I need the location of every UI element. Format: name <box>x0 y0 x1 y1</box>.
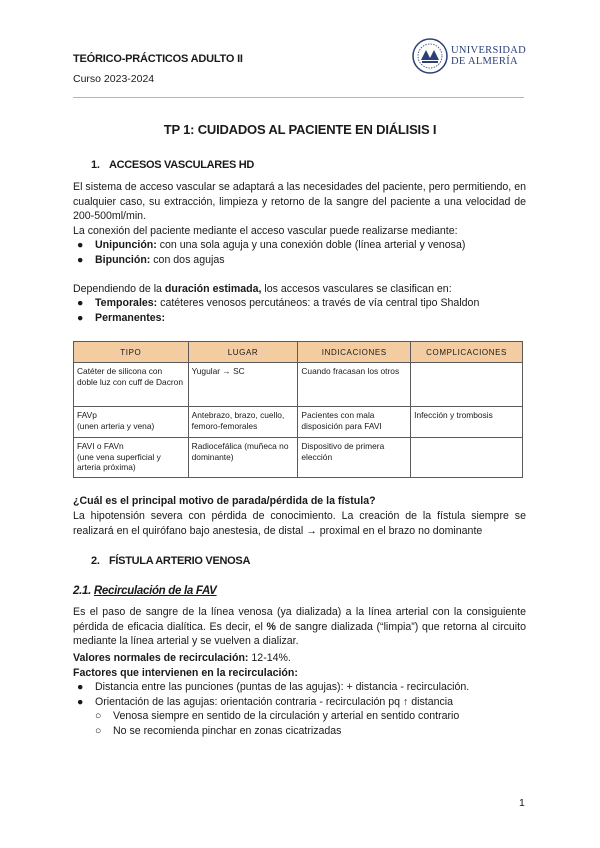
list-item: ● Bipunción: con dos agujas <box>77 253 225 266</box>
list-item: ● Orientación de las agujas: orientación contraria - recirculación pq ↑ distancia <box>77 695 454 708</box>
fistula-question: ¿Cuál es el principal motivo de parada/pérdida de la fístula? <box>73 495 376 507</box>
list-item: ○ No se recomienda pinchar en zonas cicatrizadas <box>95 724 342 737</box>
section-2-number: 2. <box>91 555 100 567</box>
factors-title: Factores que intervienen en la recirculación: <box>73 667 298 679</box>
recirculation-definition: Es el paso de sangre de la línea venosa (ya dializada) a la línea arterial con la consiguiente pérdida de eficacia dialítica. Es decir, el % de sangre dializada (“limpia”) que retorna al circuito mediante la línea arterial y se vuelven a dializar. <box>73 606 526 648</box>
subsection-title: Recirculación de la FAV <box>93 585 217 597</box>
section-2-title: FÍSTULA ARTERIO VENOSA <box>109 555 251 567</box>
section-1-paragraph-1: El sistema de acceso vascular se adaptará a las necesidades del paciente, pero permitiendo, en cualquier caso, su extracción, limpieza y retorno de la sangre del paciente a una velocidad de 200-500ml/min. <box>73 181 526 223</box>
table-cell <box>411 438 523 478</box>
section-1-paragraph-2: La conexión del paciente mediante el acceso vascular puede realizarse mediante: <box>73 225 458 237</box>
table-cell: Catéter de silicona con doble luz con cuff de Dacron <box>74 363 189 407</box>
table-header-cell: LUGAR <box>188 342 298 363</box>
page-number: 1 <box>519 797 525 809</box>
factors-list <box>73 680 469 709</box>
logo-line-1: UNIVERSIDAD <box>451 45 527 56</box>
table-header-cell: TIPO <box>74 342 189 363</box>
fistula-answer: La hipotensión severa con pérdida de conocimiento. La creación de la fístula siempre se realizará en el quirófano bajo anestesia, de distal → proximal en el brazo no dominante <box>73 510 526 537</box>
section-1-heading <box>91 159 254 171</box>
header-divider <box>73 97 524 98</box>
table-cell: FAVI o FAVn (une vena superficial y arteria próxima) <box>74 438 189 478</box>
connection-bullet-list <box>73 238 465 267</box>
university-logo <box>412 38 527 74</box>
table-cell: Infección y trombosis <box>411 407 523 438</box>
vascular-access-table <box>73 341 523 478</box>
list-item: ● Permanentes: <box>77 311 166 324</box>
duration-bullet-list <box>73 296 479 325</box>
subsection-2-1-heading <box>73 585 217 597</box>
table-row <box>74 438 523 478</box>
table-cell: Pacientes con mala disposición para FAVI <box>298 407 411 438</box>
list-item: ● Distancia entre las punciones (puntas de las agujas): + distancia - recirculación. <box>77 681 470 693</box>
subfactors-list <box>91 709 459 738</box>
document-title: TP 1: CUIDADOS AL PACIENTE EN DIÁLISIS I <box>163 122 437 137</box>
logo-line-2: DE ALMERÍA <box>451 56 518 67</box>
section-2-heading <box>91 555 250 567</box>
list-item: ● Unipunción: con una sola aguja y una conexión doble (línea arterial y venosa) <box>77 239 466 251</box>
table-cell: Dispositivo de primera elección <box>298 438 411 478</box>
table-cell: FAVp (unen arteria y vena) <box>74 407 189 438</box>
section-1-title: ACCESOS VASCULARES HD <box>109 159 255 171</box>
subsection-number: 2.1. <box>73 585 91 597</box>
table-cell <box>411 363 523 407</box>
list-item: ● Temporales: catéteres venosos percutáneos: a través de vía central tipo Shaldon <box>77 297 480 309</box>
table-header-row <box>74 342 523 363</box>
table-row <box>74 407 523 438</box>
table-cell: Yugular → SC <box>188 363 298 407</box>
table-header-cell: INDICACIONES <box>298 342 411 363</box>
normal-values: Valores normales de recirculación: 12-14%. <box>73 652 291 664</box>
table-cell: Radiocefálica (muñeca no dominante) <box>188 438 298 478</box>
table-cell: Cuando fracasan los otros <box>298 363 411 407</box>
section-1-paragraph-3: Dependiendo de la duración estimada, los accesos vasculares se clasifican en: <box>73 283 452 295</box>
table-row <box>74 363 523 407</box>
table-cell: Antebrazo, brazo, cuello, femoro-femorales <box>188 407 298 438</box>
list-item: ○ Venosa siempre en sentido de la circulación y arterial en sentido contrario <box>95 710 460 722</box>
header-course: Curso 2023-2024 <box>73 73 155 85</box>
table-header-cell: COMPLICACIONES <box>411 342 523 363</box>
section-1-number: 1. <box>91 159 100 171</box>
university-seal-icon <box>412 38 448 74</box>
header-title: TEÓRICO-PRÁCTICOS ADULTO II <box>73 53 243 65</box>
